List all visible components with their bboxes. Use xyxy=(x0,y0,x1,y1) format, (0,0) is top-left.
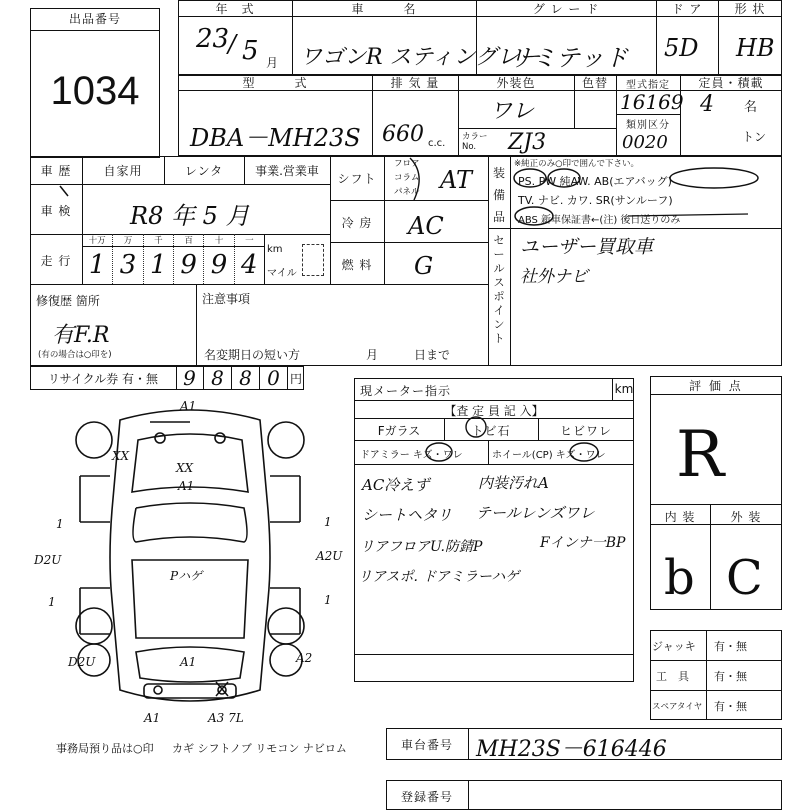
score-label: 評 価 点 xyxy=(689,379,743,393)
chassis-label: 車台番号 xyxy=(400,738,453,752)
comment-3: シートヘタリ xyxy=(362,506,453,524)
fuel-value: G xyxy=(414,252,434,280)
crack-label: ヒビワレ xyxy=(559,424,612,438)
displacement-value: 660 xyxy=(382,122,424,147)
grade-label: グ レ ー ド xyxy=(532,2,600,16)
mileage-unit-label: 百 xyxy=(184,236,193,246)
mark-1-a: 1 xyxy=(56,517,64,531)
score-value: R xyxy=(676,418,725,492)
mile-checkbox[interactable] xyxy=(302,244,324,276)
mileage-digit: 1 xyxy=(150,250,167,280)
mark-a1-top: A1 xyxy=(180,399,197,413)
exterior-color-value: ワレ xyxy=(490,99,535,124)
mileage-cell xyxy=(234,234,264,284)
equipment-circles xyxy=(508,166,768,226)
office-label: 事務局預り品は○印 xyxy=(56,742,154,755)
mark-a2u-right: A2U xyxy=(316,549,343,563)
equipment-line3: ABS 新車保証書←(注) 後日送りのみ xyxy=(518,215,681,226)
mark-xx-center: XX xyxy=(176,461,194,475)
mileage-label: 走 行 xyxy=(40,254,72,268)
mark-p-hage: Pハゲ xyxy=(170,569,203,583)
mileage-digit: 3 xyxy=(119,250,137,280)
color-code-value: ZJ3 xyxy=(508,130,547,155)
shift-label: シフト xyxy=(337,172,377,186)
sales-point-1: ユーザー買取車 xyxy=(520,236,654,258)
displacement-label: 排 気 量 xyxy=(390,76,440,90)
mark-a1-trunk: A1 xyxy=(180,655,197,669)
tool-spare: スペアタイヤ xyxy=(652,702,703,712)
shift-value: AT xyxy=(440,166,473,194)
chip-label: トビ石 xyxy=(471,424,511,438)
mark-1-c: 1 xyxy=(324,515,332,529)
mileage-cell xyxy=(143,234,173,284)
km-unit: km xyxy=(267,244,283,255)
door-label: ド ア xyxy=(671,2,703,16)
year-sep: / xyxy=(228,30,237,58)
inspection-label: 車 検 xyxy=(40,204,72,218)
mark-a1-roof: A1 xyxy=(178,479,195,493)
shift-selection-arc xyxy=(404,156,434,202)
mileage-digit: 9 xyxy=(210,250,228,280)
mark-d2u-rear: D2U xyxy=(68,655,96,669)
inspector-label: 【査 定 員 記 入】 xyxy=(444,404,544,418)
ac-label: 冷 房 xyxy=(341,216,373,230)
recycle-digit: 0 xyxy=(260,366,288,390)
model-label: 型 式 xyxy=(242,76,308,90)
shape-label: 形 状 xyxy=(734,2,766,16)
mark-1-b: 1 xyxy=(48,595,56,609)
ac-value: AC xyxy=(408,212,444,240)
cc-unit: c.c. xyxy=(428,138,446,149)
shape-value: HB xyxy=(736,34,775,62)
sales-point-2: 社外ナビ xyxy=(520,267,588,287)
comment-7: リアスポ. ドアミラーハゲ xyxy=(358,569,520,585)
mileage-cell xyxy=(112,234,142,284)
year-value: 23 xyxy=(196,24,230,54)
exterior-label: 外 装 xyxy=(730,510,762,524)
model-value: DBA－MH23S xyxy=(190,124,361,152)
sales-points-label: セールスポイント xyxy=(493,234,505,345)
exterior-value: C xyxy=(726,550,763,606)
lot-box xyxy=(30,8,160,158)
interior-value: b xyxy=(664,550,695,606)
equipment-note: ※純正のみ○印で囲んで下さい。 xyxy=(514,159,640,169)
registration-label: 登録番号 xyxy=(400,790,453,804)
mileage-unit-label: 十 xyxy=(214,236,224,246)
interior-label: 内 装 xyxy=(664,510,696,524)
expiry-month: 月 xyxy=(366,348,380,362)
mileage-grid xyxy=(82,234,264,284)
car-diagram xyxy=(34,399,343,730)
comment-2: 内装汚れA xyxy=(478,474,549,492)
recycle-digit: 9 xyxy=(176,366,204,390)
mark-a2-rear: A2 xyxy=(296,651,313,665)
mileage-digit: 9 xyxy=(180,250,197,280)
shift-floor: フロア xyxy=(394,159,420,169)
recycle-unit: 円 xyxy=(289,372,302,386)
tool-jack: ジャッキ xyxy=(652,640,696,653)
mileage-unit-label: 千 xyxy=(154,236,163,246)
mark-a1-bottom: A1 xyxy=(144,711,161,725)
mileage-unit-label: 一 xyxy=(245,236,254,246)
tool-spare-value: 有・無 xyxy=(714,700,747,713)
type-spec-value: 16169 xyxy=(620,90,684,114)
comment-4: テールレンズワレ xyxy=(476,504,595,522)
capacity-value: 4 xyxy=(700,92,714,117)
car-name-value: ワゴンR スティングレー xyxy=(300,45,541,70)
mileage-cell xyxy=(82,234,112,284)
repaint-label: 色替 xyxy=(581,76,608,90)
usage-business: 事業.営業車 xyxy=(255,164,319,178)
equipment-label: 装 備 品 xyxy=(492,166,505,224)
inspection-value: R8 年 5 月 xyxy=(130,202,250,230)
month-unit: 月 xyxy=(266,56,279,70)
door-mirror-label: ドアミラー キズ・ワレ xyxy=(360,450,463,461)
notes-label: 注意事項 xyxy=(202,292,251,306)
shift-panel: パネル xyxy=(394,187,420,197)
class-code-value: 0020 xyxy=(622,132,668,153)
expiry-label: 名変期日の短い方 xyxy=(204,348,301,362)
mileage-digit: 4 xyxy=(241,250,258,280)
f-glass-label: Fガラス xyxy=(377,424,421,438)
meter-label: 現メーター指示 xyxy=(360,384,452,398)
year-label: 年 式 xyxy=(215,2,255,16)
mark-xx-left: XX xyxy=(112,449,130,463)
class-label: 類別区分 xyxy=(626,120,670,131)
repair-value: 有F.R xyxy=(52,323,110,348)
mark-1-d: 1 xyxy=(324,593,332,607)
mileage-unit-label: 十万 xyxy=(88,236,106,246)
doors-value: 5D xyxy=(664,34,699,62)
recycle-label: リサイクル券 有・無 xyxy=(47,372,159,386)
shift-column: コラム xyxy=(394,173,420,183)
capacity-label: 定員・積載 xyxy=(698,76,764,90)
mileage-cell xyxy=(173,234,203,284)
tons-unit: トン xyxy=(742,130,767,144)
tool-kit: 工 具 xyxy=(656,670,689,683)
color-label: 外装色 xyxy=(496,76,536,90)
grade-value: リミテッド xyxy=(508,44,628,72)
lot-label: 出品番号 xyxy=(31,9,159,31)
mile-unit: マイル xyxy=(267,268,297,279)
wheel-label: ホイール(CP) キズ・ワレ xyxy=(492,450,606,461)
comment-5: リアフロアU.防錆P xyxy=(360,539,483,555)
usage-private: 自家用 xyxy=(103,164,143,178)
equipment-line2: TV. ナビ. カワ. SR(サンルーフ) xyxy=(518,194,673,207)
repair-hint: (有の場合は○印を) xyxy=(38,350,112,360)
usage-rental: レンタ xyxy=(184,164,224,178)
chassis-value: MH23S－616446 xyxy=(476,737,667,762)
car-name-label: 車 名 xyxy=(351,2,417,16)
recycle-digit: 8 xyxy=(204,366,232,390)
month-value: 5 xyxy=(242,36,259,66)
tool-kit-value: 有・無 xyxy=(714,670,747,683)
mark-a3-7l: A3 7L xyxy=(208,711,244,725)
mileage-cell xyxy=(203,234,233,284)
lot-number: 1034 xyxy=(50,69,140,113)
equipment-line1: PS. PW 純AW. AB(エアバッグ) xyxy=(518,175,672,188)
repair-label: 修復歴 箇所 xyxy=(36,294,100,308)
office-items: カギ シフトノブ リモコン ナビロム xyxy=(172,742,347,755)
recycle-grid xyxy=(176,366,288,390)
fuel-label: 燃 料 xyxy=(341,258,373,272)
color-no-label: カラー No. xyxy=(462,132,488,152)
usage-label: 車 歴 xyxy=(40,164,72,178)
meter-unit: km xyxy=(614,382,634,396)
recycle-digit: 8 xyxy=(232,366,260,390)
comment-1: AC冷えず xyxy=(362,476,430,494)
mark-d2u-left: D2U xyxy=(34,553,62,567)
mileage-unit-label: 万 xyxy=(123,236,133,246)
type-spec-label: 型式指定 xyxy=(626,80,670,91)
inspector-circles xyxy=(354,416,634,466)
comment-6: Fインナ一BP xyxy=(540,535,626,551)
persons-unit: 名 xyxy=(744,100,758,115)
tool-jack-value: 有・無 xyxy=(714,640,747,653)
mileage-digit: 1 xyxy=(88,250,106,280)
expiry-day: 日まで xyxy=(414,348,451,362)
